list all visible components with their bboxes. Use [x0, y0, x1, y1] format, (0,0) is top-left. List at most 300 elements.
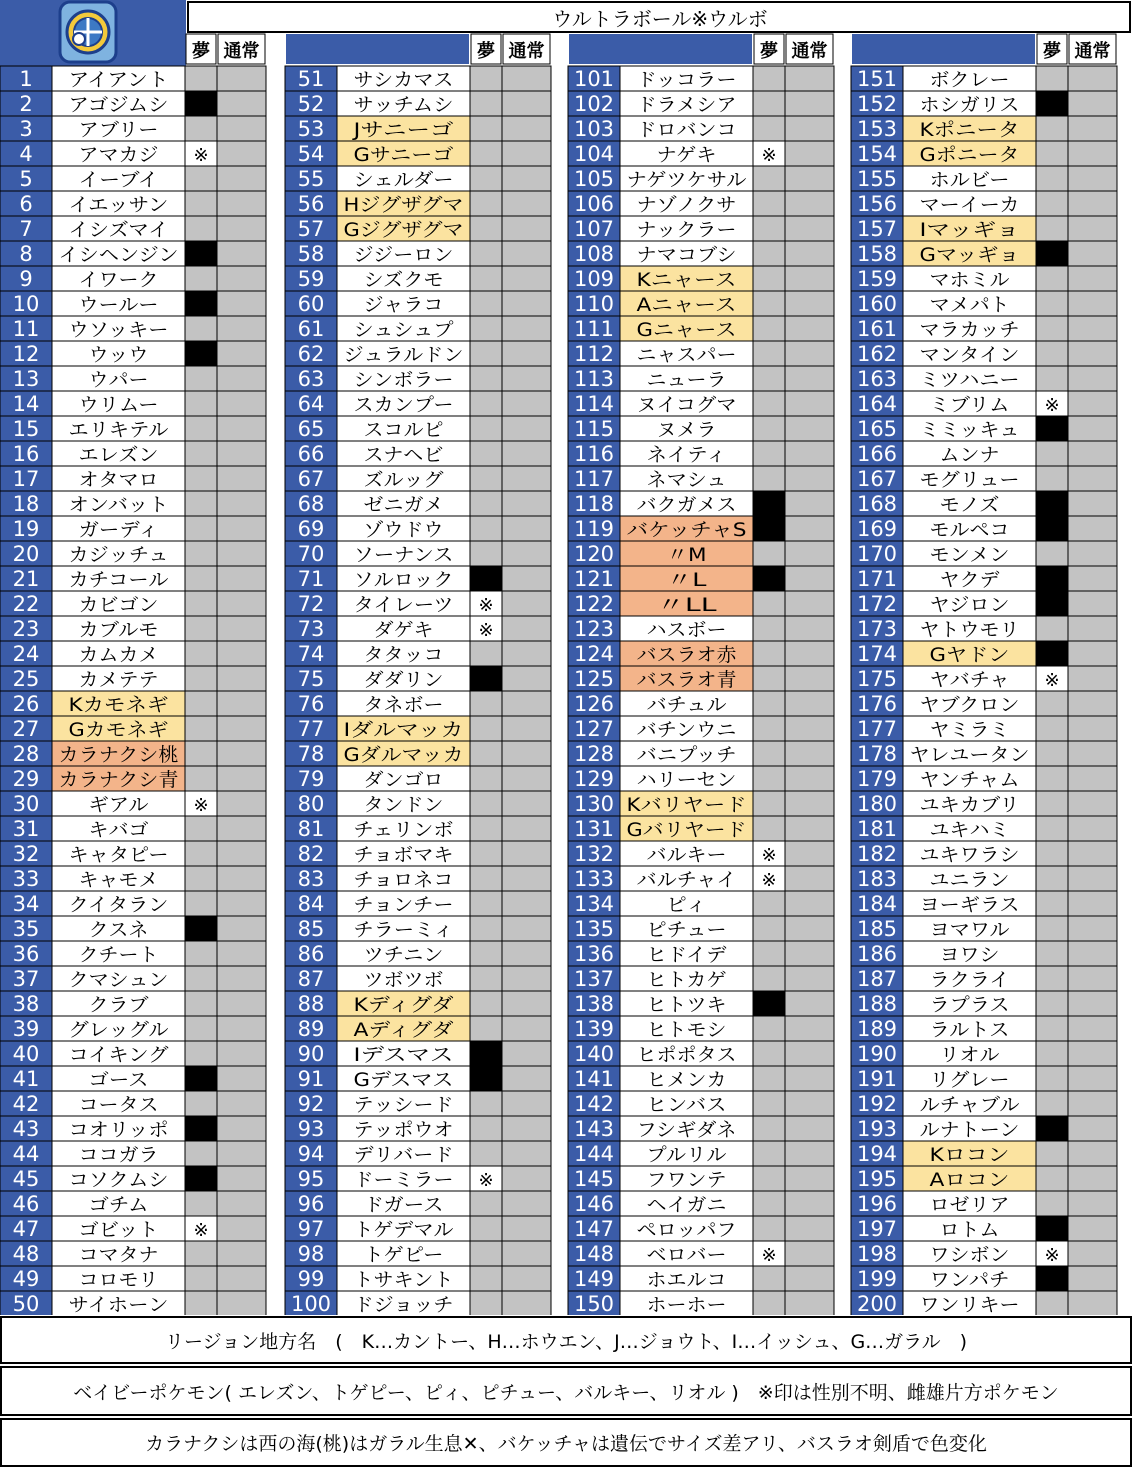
row-number: 139 [573, 1017, 615, 1041]
row-name: タネボー [363, 694, 444, 716]
row-name: ヒメンカ [646, 1069, 727, 1091]
row-dream-cell [470, 141, 502, 166]
row-number: 93 [297, 1117, 325, 1141]
row-number: 59 [297, 267, 325, 291]
row-dream-cell [470, 816, 502, 841]
row-name: フワンテ [646, 1169, 727, 1191]
row-number: 124 [573, 642, 615, 666]
row-number: 17 [12, 467, 40, 491]
row-number: 107 [573, 217, 615, 241]
row-name: ソルロック [353, 569, 454, 591]
row-dream-cell [753, 716, 785, 741]
row-normal-cell [502, 991, 551, 1016]
row-normal-cell [217, 816, 266, 841]
row-number: 13 [12, 367, 40, 391]
row-name: ネイティ [646, 444, 727, 466]
row-normal-cell [785, 416, 834, 441]
row-normal-cell [217, 1266, 266, 1291]
table-row [285, 66, 551, 91]
row-number: 101 [573, 67, 615, 91]
row-number: 197 [856, 1217, 898, 1241]
table-row [568, 1091, 834, 1116]
row-normal-cell [785, 541, 834, 566]
row-name: ドーミラー [353, 1169, 454, 1191]
row-number: 18 [12, 492, 40, 516]
table-row [568, 341, 834, 366]
row-normal-cell [1068, 891, 1117, 916]
row-dream-cell [753, 941, 785, 966]
row-dream-mark: ※ [193, 1220, 209, 1241]
row-name: ヒトモシ [646, 1019, 727, 1041]
table-row [851, 216, 1117, 241]
row-name: ドラメシア [636, 94, 737, 116]
row-normal-cell [502, 241, 551, 266]
row-name: Iマッギョ [919, 219, 1020, 241]
row-number: 141 [573, 1067, 615, 1091]
row-dream-cell [470, 391, 502, 416]
row-dream-cell [1036, 441, 1068, 466]
table-row [568, 616, 834, 641]
row-dream-cell [470, 1241, 502, 1266]
row-normal-cell [217, 766, 266, 791]
table-row [851, 1091, 1117, 1116]
row-number: 195 [856, 1167, 898, 1191]
row-dream-cell [185, 991, 217, 1016]
row-dream-cell [1036, 691, 1068, 716]
row-name: カムカメ [78, 644, 159, 666]
table-row [851, 966, 1117, 991]
row-number: 29 [12, 767, 40, 791]
row-normal-cell [785, 641, 834, 666]
row-dream-cell [185, 516, 217, 541]
row-name: リグレー [929, 1069, 1010, 1091]
table-row [851, 341, 1117, 366]
row-normal-cell [1068, 241, 1117, 266]
row-name: ヤジロン [929, 594, 1010, 616]
row-number: 14 [12, 392, 40, 416]
row-normal-cell [785, 341, 834, 366]
row-normal-cell [1068, 291, 1117, 316]
footer-baby-note [0, 1366, 1132, 1416]
row-dream-cell [470, 691, 502, 716]
row-normal-cell [1068, 1141, 1117, 1166]
row-number: 150 [573, 1292, 615, 1315]
row-number: 137 [573, 967, 615, 991]
row-dream-mark: ※ [1044, 395, 1060, 416]
row-name: エリキテル [68, 419, 169, 441]
row-number: 199 [856, 1267, 898, 1291]
table-row [285, 891, 551, 916]
row-normal-cell [502, 216, 551, 241]
row-normal-cell [217, 91, 266, 116]
row-normal-cell [1068, 916, 1117, 941]
row-normal-cell [1068, 266, 1117, 291]
row-normal-cell [785, 616, 834, 641]
row-number: 196 [856, 1192, 898, 1216]
row-name: ハリーセン [636, 769, 737, 791]
row-normal-cell [502, 1291, 551, 1315]
row-dream-cell [470, 541, 502, 566]
row-number: 50 [12, 1292, 40, 1315]
table-row [0, 266, 266, 291]
row-normal-cell [785, 741, 834, 766]
table-row [568, 366, 834, 391]
table-row [285, 1216, 551, 1241]
row-name: ホシガリス [919, 94, 1020, 116]
row-dream-cell [753, 1091, 785, 1116]
row-dream-cell [1036, 541, 1068, 566]
row-number: 168 [856, 492, 898, 516]
row-number: 183 [856, 867, 898, 891]
row-name: ダゲキ [373, 619, 434, 641]
row-name: アゴジムシ [68, 94, 169, 116]
row-normal-cell [785, 1216, 834, 1241]
row-name: マーイーカ [919, 194, 1020, 216]
row-number: 81 [297, 817, 325, 841]
row-name: クチート [78, 944, 159, 966]
row-normal-cell [785, 816, 834, 841]
table-row [851, 841, 1117, 866]
row-dream-cell [1036, 866, 1068, 891]
row-name: マホミル [929, 269, 1010, 291]
row-dream-cell [185, 1091, 217, 1116]
row-dream-cell [753, 316, 785, 341]
row-name: コロモリ [78, 1269, 159, 1291]
row-normal-cell [785, 691, 834, 716]
row-name: ヨマワル [929, 919, 1010, 941]
row-dream-mark: ※ [761, 845, 777, 866]
row-normal-cell [502, 766, 551, 791]
row-name: トサキント [353, 1269, 454, 1291]
row-name: Kカモネギ [68, 694, 169, 716]
row-dream-cell [185, 841, 217, 866]
row-dream-cell [470, 441, 502, 466]
row-number: 6 [19, 192, 33, 216]
row-normal-cell [1068, 116, 1117, 141]
table-row [285, 1041, 551, 1066]
table-row [285, 366, 551, 391]
row-number: 3 [19, 117, 33, 141]
row-dream-cell [753, 291, 785, 316]
row-name: ソーナンス [353, 544, 454, 566]
row-number: 152 [856, 92, 898, 116]
table-row [568, 816, 834, 841]
table-row [851, 916, 1117, 941]
table-row [285, 741, 551, 766]
row-normal-cell [1068, 366, 1117, 391]
row-normal-cell [785, 941, 834, 966]
row-normal-cell [1068, 766, 1117, 791]
row-number: 111 [573, 317, 615, 341]
table-row [285, 966, 551, 991]
row-normal-cell [1068, 841, 1117, 866]
row-number: 60 [297, 292, 325, 316]
row-name: タンドン [363, 794, 444, 816]
row-name: Gカモネギ [68, 719, 169, 741]
row-name: ダダリン [363, 669, 444, 691]
row-name: リオル [939, 1044, 1000, 1066]
table-row [568, 541, 834, 566]
row-number: 28 [12, 742, 40, 766]
row-normal-cell [217, 916, 266, 941]
row-name: ロトム [939, 1219, 1000, 1241]
table-row [0, 841, 266, 866]
row-name: Aニャース [636, 294, 737, 316]
row-dream-cell [753, 1166, 785, 1191]
row-normal-cell [785, 666, 834, 691]
table-row [851, 1066, 1117, 1091]
table-row [568, 316, 834, 341]
row-name: ヌメラ [656, 419, 717, 441]
row-number: 104 [573, 142, 615, 166]
row-dream-cell [753, 216, 785, 241]
row-name: ニューラ [646, 369, 727, 391]
row-name: ギアル [88, 794, 149, 816]
row-dream-cell [1036, 791, 1068, 816]
row-dream-cell [753, 416, 785, 441]
row-normal-cell [217, 891, 266, 916]
table-row [851, 941, 1117, 966]
row-name: カメテテ [78, 669, 159, 691]
row-number: 131 [573, 817, 615, 841]
table-row [285, 816, 551, 841]
table-row [568, 666, 834, 691]
row-number: 44 [12, 1142, 40, 1166]
row-name: イーブイ [78, 169, 159, 191]
table-row [285, 991, 551, 1016]
row-name: ジャラコ [363, 294, 444, 316]
row-name: ナゲツケサル [626, 169, 747, 191]
row-normal-cell [1068, 1066, 1117, 1091]
row-normal-cell [1068, 991, 1117, 1016]
row-normal-cell [785, 391, 834, 416]
table-row [568, 941, 834, 966]
row-dream-cell [1036, 141, 1068, 166]
row-number: 134 [573, 892, 615, 916]
row-name: Gデスマス [353, 1069, 454, 1091]
row-normal-cell [785, 966, 834, 991]
row-number: 83 [297, 867, 325, 891]
row-dream-cell [470, 91, 502, 116]
table-row [285, 1291, 551, 1315]
row-dream-cell [1036, 916, 1068, 941]
row-normal-cell [1068, 666, 1117, 691]
row-number: 34 [12, 892, 40, 916]
row-name: バスラオ青 [636, 669, 737, 691]
row-normal-cell [1068, 966, 1117, 991]
row-dream-cell [185, 1241, 217, 1266]
row-name: Iダルマッカ [343, 719, 464, 741]
row-number: 138 [573, 992, 615, 1016]
row-name: クスネ [88, 919, 149, 941]
row-normal-cell [217, 591, 266, 616]
row-dream-cell [1036, 1266, 1068, 1291]
ultra-ball-icon [60, 2, 116, 62]
row-number: 123 [573, 617, 615, 641]
row-normal-cell [785, 216, 834, 241]
row-name: カチコール [68, 569, 169, 591]
row-number: 198 [856, 1242, 898, 1266]
row-number: 160 [856, 292, 898, 316]
footer-misc-text: カラナクシは西の海(桃)はガラル生息✕、バケッチャは遺伝でサイズ差アリ、バスラオ剣盾で色変化 [145, 1433, 987, 1455]
row-name: オンバット [68, 494, 169, 516]
table-row [568, 266, 834, 291]
row-number: 70 [297, 542, 325, 566]
row-number: 87 [297, 967, 325, 991]
row-normal-cell [502, 441, 551, 466]
row-normal-cell [217, 391, 266, 416]
table-row [0, 341, 266, 366]
row-dream-cell [185, 591, 217, 616]
table-row [568, 716, 834, 741]
row-name: トゲデマル [353, 1219, 454, 1241]
row-dream-cell [470, 991, 502, 1016]
table-row [851, 716, 1117, 741]
row-number: 16 [12, 442, 40, 466]
row-normal-cell [217, 566, 266, 591]
row-number: 20 [12, 542, 40, 566]
row-normal-cell [1068, 391, 1117, 416]
row-normal-cell [502, 191, 551, 216]
row-dream-cell [470, 741, 502, 766]
row-name: クラブ [88, 994, 149, 1016]
row-name: ミブリム [929, 394, 1010, 416]
row-dream-cell [470, 1216, 502, 1241]
row-normal-cell [1068, 1216, 1117, 1241]
table-row [285, 166, 551, 191]
row-number: 30 [12, 792, 40, 816]
row-number: 118 [573, 492, 615, 516]
row-dream-cell [1036, 316, 1068, 341]
row-name: タタッコ [363, 644, 444, 666]
row-normal-cell [502, 416, 551, 441]
row-name: ココガラ [78, 1144, 159, 1166]
row-number: 120 [573, 542, 615, 566]
table-row [568, 791, 834, 816]
row-number: 103 [573, 117, 615, 141]
row-normal-cell [502, 1166, 551, 1191]
row-name: ヤレユータン [909, 744, 1030, 766]
row-number: 31 [12, 817, 40, 841]
table-row [285, 916, 551, 941]
row-name: ベロバー [646, 1244, 727, 1266]
row-name: ミツハニー [919, 369, 1020, 391]
table-row [851, 266, 1117, 291]
table-row [851, 1216, 1117, 1241]
row-normal-cell [502, 291, 551, 316]
table-row [0, 1166, 266, 1191]
row-normal-cell [785, 516, 834, 541]
row-name: ユキカブリ [919, 794, 1020, 816]
row-dream-cell [470, 1066, 502, 1091]
table-row [285, 316, 551, 341]
row-normal-cell [1068, 1116, 1117, 1141]
row-normal-cell [785, 1191, 834, 1216]
row-normal-cell [785, 241, 834, 266]
row-dream-cell [470, 166, 502, 191]
row-name: ヒポポタス [636, 1044, 737, 1066]
row-number: 108 [573, 242, 615, 266]
table-row [851, 491, 1117, 516]
table-row [851, 66, 1117, 91]
row-number: 75 [297, 667, 325, 691]
row-dream-cell [185, 666, 217, 691]
row-normal-cell [785, 591, 834, 616]
row-normal-cell [1068, 1266, 1117, 1291]
row-name: シュシュプ [353, 319, 454, 341]
row-name: エレズン [78, 444, 159, 466]
row-normal-cell [217, 316, 266, 341]
table-row [851, 1241, 1117, 1266]
row-number: 158 [856, 242, 898, 266]
row-number: 86 [297, 942, 325, 966]
row-number: 98 [297, 1242, 325, 1266]
table-row [568, 1016, 834, 1041]
row-name: コオリッポ [68, 1119, 169, 1141]
row-normal-cell [217, 216, 266, 241]
row-normal-cell [502, 866, 551, 891]
row-normal-cell [217, 341, 266, 366]
row-number: 45 [12, 1167, 40, 1191]
row-name: 〃L [666, 569, 708, 591]
table-row [568, 1241, 834, 1266]
row-normal-cell [217, 1041, 266, 1066]
row-number: 48 [12, 1242, 40, 1266]
row-name: Jサニーゴ [352, 119, 454, 141]
table-row [568, 141, 834, 166]
row-number: 26 [12, 692, 40, 716]
table-row [851, 816, 1117, 841]
row-name: ゴビット [78, 1219, 159, 1241]
row-number: 113 [573, 367, 615, 391]
table-row [285, 216, 551, 241]
table-row [0, 591, 266, 616]
table-row [568, 91, 834, 116]
row-dream-cell [185, 91, 217, 116]
row-number: 97 [297, 1217, 325, 1241]
row-name: シンボラー [353, 369, 454, 391]
row-name: ピィ [666, 894, 707, 916]
table-row [0, 1091, 266, 1116]
table-row [568, 166, 834, 191]
row-number: 156 [856, 192, 898, 216]
table-row [0, 791, 266, 816]
row-dream-cell [753, 791, 785, 816]
row-number: 96 [297, 1192, 325, 1216]
row-name: グレッグル [68, 1019, 169, 1041]
row-number: 115 [573, 417, 615, 441]
row-number: 163 [856, 367, 898, 391]
row-number: 140 [573, 1042, 615, 1066]
row-dream-cell [1036, 1016, 1068, 1041]
row-name: カラナクシ青 [58, 769, 179, 791]
row-name: カジッチュ [68, 544, 169, 566]
row-normal-cell [502, 616, 551, 641]
row-number: 52 [297, 92, 325, 116]
row-number: 64 [297, 392, 325, 416]
table-row [0, 66, 266, 91]
row-dream-cell [753, 966, 785, 991]
row-normal-cell [502, 166, 551, 191]
row-name: 〃LL [656, 594, 718, 616]
row-normal-cell [502, 366, 551, 391]
row-name: Gヤドン [929, 644, 1010, 666]
table-row [285, 266, 551, 291]
row-dream-cell [1036, 116, 1068, 141]
row-name: ハスボー [646, 619, 727, 641]
row-number: 132 [573, 842, 615, 866]
row-normal-cell [502, 791, 551, 816]
